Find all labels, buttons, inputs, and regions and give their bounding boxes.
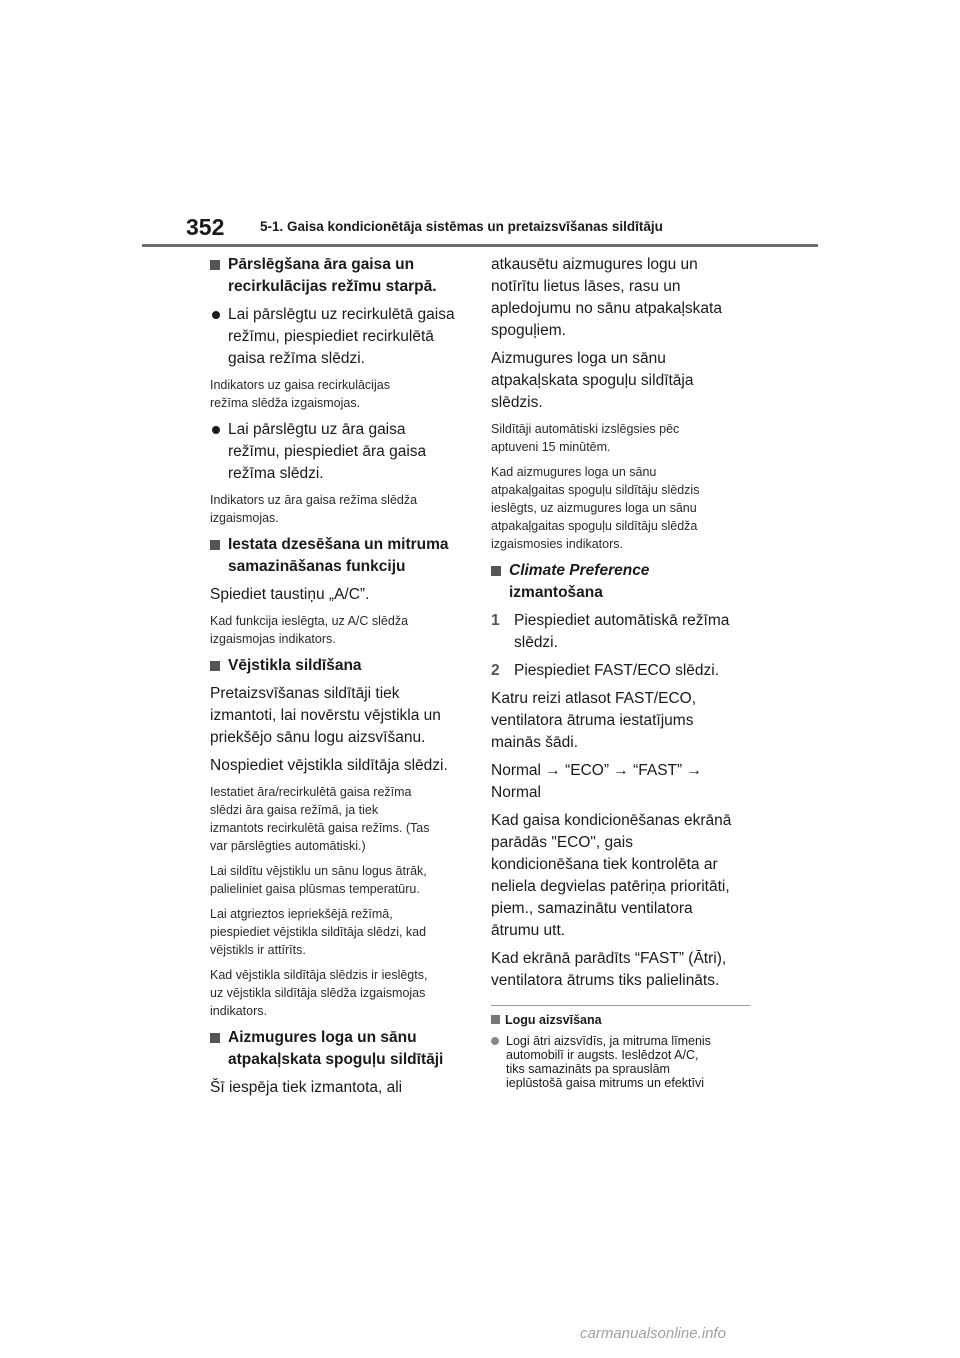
text-feature-used: Šī iespēja tiek izmantota, ali: [210, 1079, 403, 1096]
text-defoggers-used: Pretaizsvīšanas sildītāji tiek izmantoti, lai novērstu vējstikla un priekšējo sānu logu aizsvīšanu.: [210, 685, 441, 746]
heading-rear-window-mirror-defoggers: Aizmugures loga un sānu atpakaļskata spoguļu sildītāji: [210, 1027, 475, 1071]
bullet-dot-icon: [212, 426, 220, 434]
note-rear-defogger-indicator: Kad aizmugures loga un sānu atpakaļgaitas spoguļu sildītāju slēdzis ieslēgts, uz aizmugures loga un sānu atpakaļgaitas spoguļu sildītāju slēdža izgaismosies indikators.: [491, 465, 700, 551]
text-mode-sequence: Normal → “ECO” → “FAST” → Normal: [491, 762, 702, 801]
text-fan-speed-changes: Katru reizi atlasot FAST/ECO, ventilatora ātruma iestatījums mainās šādi.: [491, 690, 697, 751]
note-faster-defog: Lai sildītu vējstiklu un sānu logus ātrāk, palieliniet gaisa plūsmas temperatūru.: [210, 864, 427, 896]
square-bullet-icon: [210, 540, 220, 550]
square-bullet-icon: [210, 1033, 220, 1043]
heading-windshield-defogger: Vējstikla sildīšana: [210, 655, 475, 677]
step-number: 1: [491, 612, 500, 629]
step-2: 2 Piespiediet FAST/ECO slēdzi.: [491, 660, 759, 682]
text-press-defogger: Nospiediet vējstikla sildītāja slēdzi.: [210, 757, 448, 774]
bullet-dot-icon: [491, 1037, 499, 1045]
note-outside-air-indicator: Indikators uz āra gaisa režīma slēdža izgaismojas.: [210, 493, 418, 525]
text-fast-description: Kad ekrānā parādīts “FAST” (Ātri), ventilatora ātrums tiks palielināts.: [491, 950, 727, 989]
square-bullet-icon: [210, 260, 220, 270]
bullet-window-fogging: Logi ātri aizsvīdīs, ja mitruma līmenis automobilī ir augsts. Ieslēdzot A/C, tiks samazināts pa sprauslām ieplūstošā gaisa mitrums un efektīvi: [491, 1034, 753, 1090]
heading-window-fogging: Logu aizsvīšana: [491, 1013, 602, 1027]
bullet-recirculated-mode: Lai pārslēgtu uz recirkulētā gaisa režīmu, piespiediet recirkulētā gaisa režīma slēdzi.: [210, 304, 475, 370]
section-divider: [491, 1005, 750, 1006]
note-recirculation-indicator: Indikators uz gaisa recirkulācijas režīma slēdža izgaismojas.: [210, 378, 390, 410]
chapter-title: 5-1. Gaisa kondicionētāja sistēmas un pretaizsvīšanas sildītāju: [260, 219, 663, 234]
step-number: 2: [491, 662, 500, 679]
note-auto-off: Sildītāji automātiski izslēgsies pēc aptuveni 15 minūtēm.: [491, 422, 680, 454]
heading-recirculation: Pārslēgšana āra gaisa un recirkulācijas režīmu starpā.: [210, 254, 475, 298]
left-column: [210, 254, 475, 1105]
heading-cooling-dehumidify: Iestata dzesēšana un mitruma samazināšanas funkciju: [210, 534, 475, 578]
text-eco-description: Kad gaisa kondicionēšanas ekrānā parādās "ECO", gais kondicionēšana tiek kontrolēta ar neliela degvielas patēriņa prioritāti, piem., samazinātu ventilatora ātrumu utt.: [491, 812, 732, 939]
square-bullet-icon: [210, 661, 220, 671]
text-defogger-switch: Aizmugures loga un sānu atpakaļskata spoguļu sildītāja slēdzis.: [491, 350, 694, 411]
step-1: 1 Piespiediet automātiskā režīma slēdzi.: [491, 612, 730, 651]
note-ac-indicator: Kad funkcija ieslēgta, uz A/C slēdža izgaismojas indikators.: [210, 614, 409, 646]
page-number: 352: [186, 214, 225, 240]
right-column: [491, 254, 759, 998]
watermark: carmanualsonline.info: [580, 1325, 726, 1342]
note-return-previous-mode: Lai atgrieztos iepriekšējā režīmā, piespiediet vējstikla sildītāja slēdzi, kad vējstikls ir attīrīts.: [210, 907, 427, 957]
bullet-outside-air-mode: Lai pārslēgtu uz āra gaisa režīmu, piespiediet āra gaisa režīma slēdzi.: [210, 419, 475, 485]
square-bullet-icon: [491, 566, 501, 576]
bullet-dot-icon: [212, 311, 220, 319]
note-set-outside-air: Iestatiet āra/recirkulētā gaisa režīma slēdzi āra gaisa režīmā, ja tiek izmantots recirkulētā gaisa režīms. (Tas var pārslēgties automātiski.): [210, 785, 430, 853]
text-defrost-rear-window: atkausētu aizmugures logu un notīrītu lietus lāses, rasu un apledojumu no sānu atpakaļskata spoguļiem.: [491, 256, 722, 339]
note-defogger-indicator: Kad vējstikla sildītāja slēdzis ir ieslēgts, uz vējstikla sildītāja slēdža izgaismojas indikators.: [210, 968, 428, 1018]
text-press-ac: Spiediet taustiņu „A/C”.: [210, 586, 370, 603]
square-bullet-icon: [491, 1015, 500, 1024]
heading-climate-preference: Climate Preference izmantošana: [491, 560, 759, 604]
header-rule: [142, 244, 818, 247]
